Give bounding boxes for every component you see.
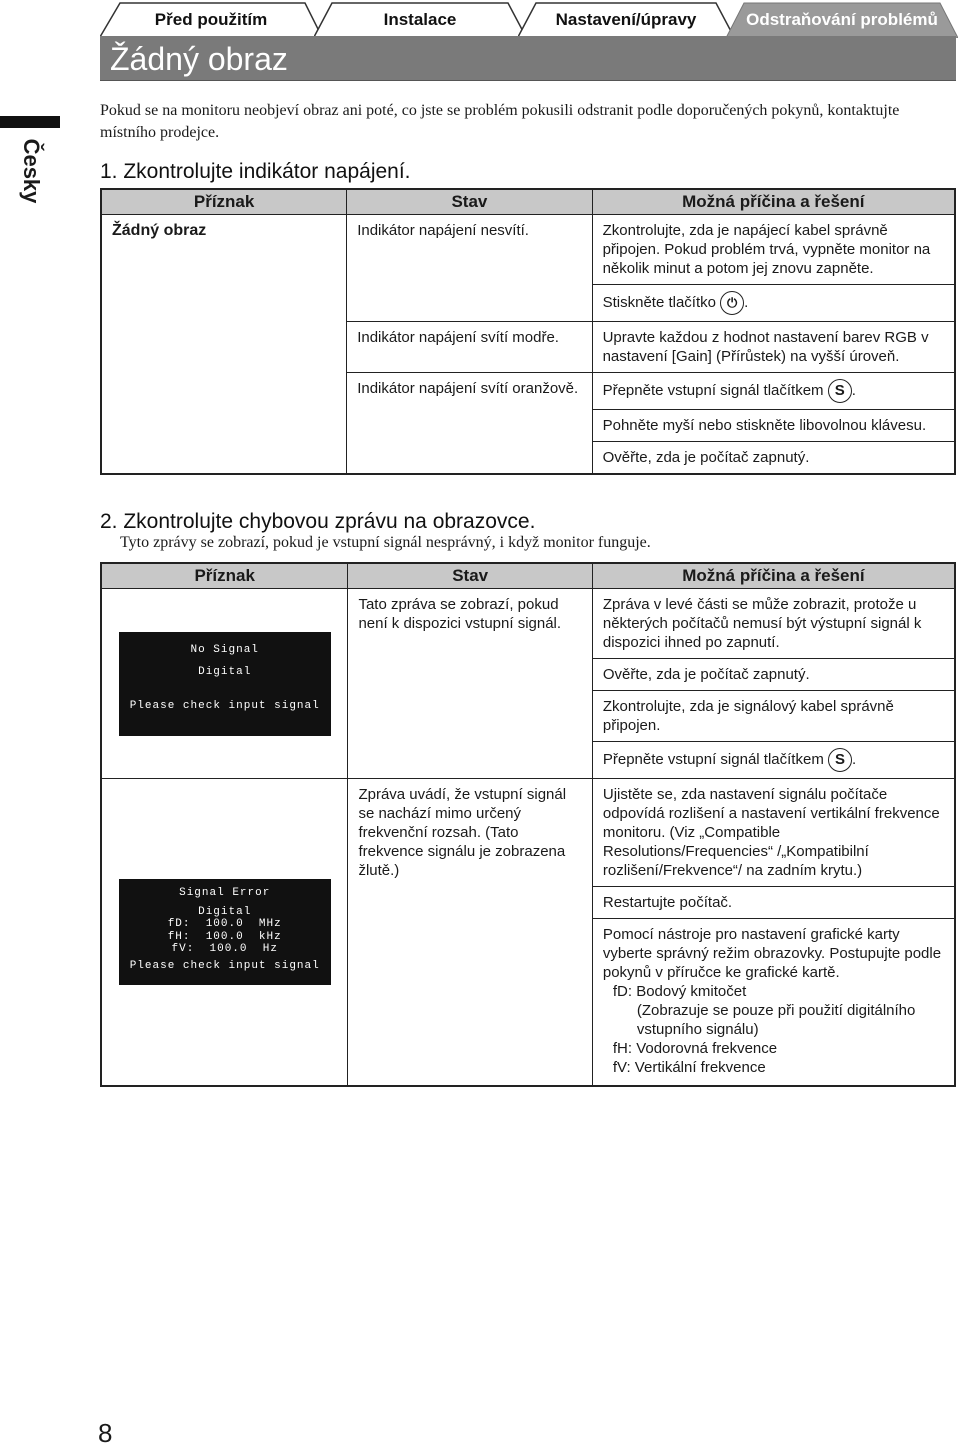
solution-text: Pomocí nástroje pro nastavení grafické karty vyberte správný režim obrazovky. Postupujte podle pokynů v příručce ke grafické kartě.: [602, 926, 942, 981]
solution-cell: [592, 919, 955, 1087]
state-cell: [348, 779, 592, 1087]
solution-text: Restartujte počítač.: [602, 894, 733, 911]
tab-nastaveni-upravy[interactable]: [518, 2, 734, 36]
s-button-icon: S: [828, 748, 852, 772]
nav-tabs: [100, 2, 958, 38]
solution-text: Ujistěte se, zda nastavení signálu počítače odpovídá rozlišení a nastavení vertikální frekvence monitoru. (Viz „Compatible Resolutions/Frequencies“ /„Kompatibilní rozlišení/Frekvence“/ na zadním krytu.): [602, 786, 940, 879]
state-text: Tato zpráva se zobrazí, pokud není k dispozici vstupní signál.: [358, 596, 562, 632]
state-text: Indikátor napájení nesvítí.: [357, 222, 529, 239]
screen-line: Please check input signal: [129, 959, 320, 972]
signal-error-screen: [119, 879, 331, 985]
solution-cell: [592, 742, 955, 779]
solution-text: Ověřte, zda je počítač zapnutý.: [602, 666, 810, 683]
fd-line: fD: Bodový kmitočet: [612, 983, 747, 1000]
solution-cell: [592, 373, 955, 410]
symptom-text: Žádný obraz: [112, 222, 207, 239]
state-cell: [348, 589, 592, 779]
screen-line: fH: 100.0 kHz: [167, 930, 282, 943]
solution-text: Zpráva v levé části se může zobrazit, protože u některých počítačů nemusí být výstupní signál k dispozici ihned po zapnutí.: [602, 596, 922, 651]
error-message-table: [100, 562, 956, 1087]
state-cell: [347, 215, 592, 322]
screen-line: Please check input signal: [129, 699, 320, 712]
solution-cell: [592, 442, 955, 475]
solution-line: Stiskněte tlačítko ⏻ .: [593, 285, 954, 321]
section2-heading: 2. Zkontrolujte chybovou zprávu na obrazovce.: [100, 510, 536, 533]
solution-cell: [592, 215, 955, 285]
screen-line: Digital: [198, 905, 252, 918]
solution-text: Přepněte vstupní signál tlačítkem: [602, 381, 824, 399]
header-state: Stav: [348, 563, 592, 589]
solution-cell: [592, 691, 955, 742]
solution-cell: [592, 659, 955, 691]
table-row: [101, 589, 955, 659]
table-header-row: [101, 189, 955, 215]
solution-cell: [592, 285, 955, 322]
screen-line: fV: 100.0 Hz: [171, 943, 278, 955]
screen-line: Signal Error: [179, 887, 271, 899]
tab-label: Před použitím: [154, 10, 268, 29]
language-label: [8, 138, 60, 208]
solution-cell: [592, 410, 955, 442]
s-button-icon: S: [828, 379, 852, 403]
tab-label: Nastavení/úpravy: [555, 10, 697, 29]
power-icon: ⏻: [720, 291, 744, 315]
language-text: Česky: [19, 138, 44, 204]
solution-text: Stiskněte tlačítko: [602, 293, 716, 311]
solution-line: Přepněte vstupní signál tlačítkem S .: [593, 742, 954, 778]
solution-text: Pohněte myší nebo stiskněte libovolnou klávesu.: [602, 417, 927, 434]
fd-note: (Zobrazuje se pouze při použití digitálního vstupního signálu): [636, 1002, 916, 1038]
header-state: Stav: [347, 189, 592, 215]
screen-line: Digital: [198, 665, 252, 678]
state-cell: [347, 322, 592, 373]
solution-line: Přepněte vstupní signál tlačítkem S .: [593, 373, 954, 409]
power-indicator-table: [100, 188, 956, 475]
header-symptom: Příznak: [101, 563, 348, 589]
table-header-row: [101, 563, 955, 589]
solution-cell: [592, 322, 955, 373]
tab-label: Instalace: [383, 10, 457, 29]
screen-line: No Signal: [190, 643, 259, 656]
page-title: Žádný obraz: [110, 41, 288, 77]
table-row: [101, 779, 955, 887]
state-text: Indikátor napájení svítí modře.: [357, 329, 559, 346]
symptom-cell: [101, 215, 347, 475]
solution-cell: [592, 887, 955, 919]
fv-line: fV: Vertikální frekvence: [612, 1059, 766, 1076]
title-bar: [100, 36, 956, 81]
page-number: 8: [98, 1418, 113, 1448]
intro-text: Pokud se na monitoru neobjeví obraz ani poté, co jste se problém pokusili odstranit podle doporučených pokynů, kontaktujte místního prodejce.: [100, 102, 900, 141]
solution-text: Upravte každou z hodnot nastavení barev RGB v nastavení [Gain] (Přírůstek) na vyšší úroveň.: [602, 329, 929, 365]
symptom-cell: [101, 779, 348, 1087]
tab-label: Odstraňování problémů: [746, 10, 938, 29]
solution-text: Zkontrolujte, zda je signálový kabel správně připojen.: [602, 698, 894, 734]
section2-subheading: Tyto zprávy se zobrazí, pokud je vstupní signál nesprávný, i když monitor funguje.: [120, 534, 651, 551]
state-cell: [347, 373, 592, 475]
header-symptom: Příznak: [101, 189, 347, 215]
table-row: [101, 215, 955, 285]
fh-line: fH: Vodorovná frekvence: [612, 1040, 778, 1057]
solution-text: Ověřte, zda je počítač zapnutý.: [602, 449, 810, 466]
solution-cell: [592, 779, 955, 887]
symptom-cell: [101, 589, 348, 779]
solution-cell: [592, 589, 955, 659]
solution-text: Zkontrolujte, zda je napájecí kabel správně připojen. Pokud problém trvá, vypněte monitor na několik minut a potom jej znovu zapněte.: [602, 222, 931, 277]
tab-pred-pouzitim[interactable]: [100, 2, 322, 36]
side-marker: [0, 116, 60, 128]
tab-odstranovani-problemu[interactable]: [726, 2, 958, 36]
header-solution: Možná příčina a řešení: [592, 189, 955, 215]
state-text: Zpráva uvádí, že vstupní signál se nachází mimo určený frekvenční rozsah. (Tato frekvence signálu je zobrazena žlutě.): [358, 786, 567, 879]
screen-line: fD: 100.0 MHz: [167, 918, 282, 930]
tab-instalace[interactable]: [314, 2, 526, 36]
state-text: Indikátor napájení svítí oranžově.: [357, 380, 579, 397]
solution-text: Přepněte vstupní signál tlačítkem: [602, 750, 824, 768]
header-solution: Možná příčina a řešení: [592, 563, 955, 589]
no-signal-screen: [119, 632, 331, 736]
section1-heading: 1. Zkontrolujte indikátor napájení.: [100, 160, 411, 183]
